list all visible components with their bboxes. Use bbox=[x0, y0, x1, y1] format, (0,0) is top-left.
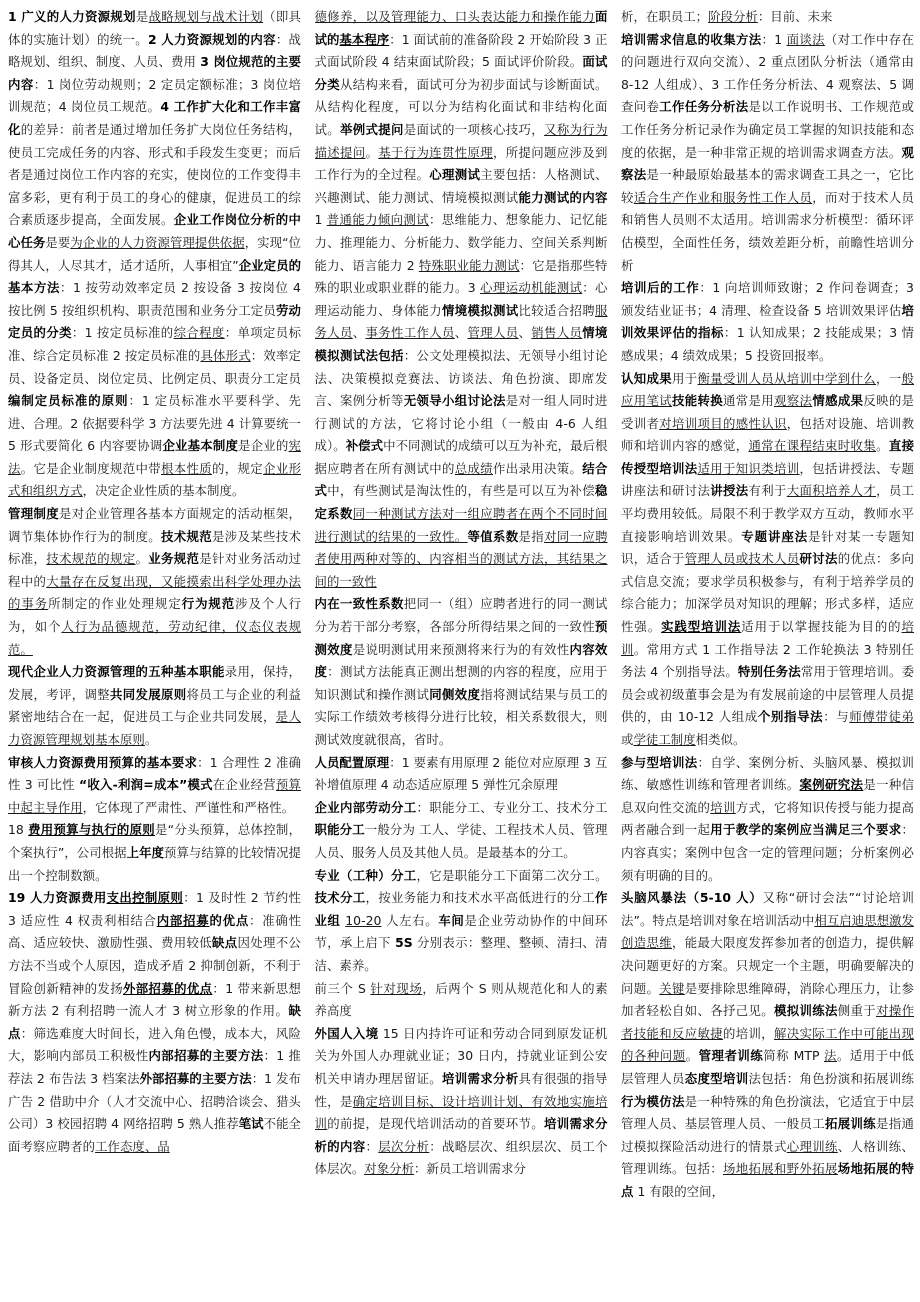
text-run: 简称 MTP bbox=[763, 1048, 824, 1064]
paragraph bbox=[315, 797, 608, 865]
text-run: 是企业劳动协作的中间环节，承上启下 bbox=[314, 912, 608, 951]
key-term: 观察法 bbox=[621, 144, 914, 183]
underlined-phrase: 场地拓展和野外拓展 bbox=[723, 1161, 838, 1177]
text-run: ，一 bbox=[876, 370, 902, 386]
underlined-phrase: 总成绩 bbox=[454, 460, 494, 476]
text-run: ：筛选难度大时间长，进入角色慢，成本大，风险大，影响内部员工积极性 bbox=[8, 1025, 301, 1064]
text-run: 用于 bbox=[672, 370, 698, 386]
key-term: 缺点 bbox=[8, 1003, 301, 1041]
text-run: （即具体的实施计划）的统一。 bbox=[8, 9, 301, 47]
text-column-1 bbox=[8, 6, 301, 1302]
text-run: 、 bbox=[352, 325, 366, 341]
underlined-phrase: 对象分析 bbox=[364, 1161, 415, 1177]
text-run: ，它是职能分工下面第二次分工。 bbox=[416, 867, 608, 883]
text-run: ：测试方法能真正测出想测的内容的程度，应用于知识测试和操作测试 bbox=[314, 664, 608, 702]
paragraph bbox=[621, 277, 914, 367]
underlined-phrase: 人行为品德规范，劳动纪律，仪态仪表规范。 bbox=[8, 619, 301, 657]
text-run: 录用，保持，发展，考评，调整 bbox=[8, 664, 301, 702]
key-term: 专题讲座法 bbox=[741, 528, 809, 544]
paragraph bbox=[8, 503, 301, 661]
key-term: 内容效度 bbox=[314, 641, 608, 680]
text-run: 。 bbox=[876, 438, 889, 454]
key-term: 个别指导法 bbox=[757, 709, 824, 725]
text-run: ：战略层次、组织层次、员工个体层次。 bbox=[314, 1138, 608, 1177]
paragraph bbox=[315, 1023, 608, 1181]
text-run: ，实现“位得其人，人尽其才，适才适所，人事相宜” bbox=[8, 234, 301, 273]
paragraph bbox=[8, 6, 301, 503]
text-run: ，后两个 S 则从规范化和人的素养高度 bbox=[314, 980, 608, 1019]
key-term: 笔试 bbox=[238, 1116, 264, 1132]
key-term: 基本程序 bbox=[339, 31, 390, 47]
underlined-phrase: 大量存在反复出现，又能摸索出科学处理办法的事务 bbox=[8, 573, 301, 612]
text-run: 比较适合招聘 bbox=[518, 302, 596, 318]
key-term: 19 人力资源费用 bbox=[8, 890, 107, 906]
key-term: 管理制度 bbox=[8, 506, 60, 522]
text-run: ，所提问题应涉及到工作行为的全过程。 bbox=[314, 144, 608, 183]
text-column-2 bbox=[315, 6, 608, 1302]
underlined-phrase: 般应用笔试 bbox=[621, 370, 914, 409]
key-term: 专业（工种）分工 bbox=[314, 867, 417, 883]
text-run: 。它是企业制度规范中带 bbox=[20, 460, 162, 476]
key-term: 企业基本制度 bbox=[162, 438, 239, 454]
text-run: 。 bbox=[144, 732, 158, 747]
paragraph bbox=[8, 752, 301, 820]
underlined-phrase: 工作态度、品 bbox=[95, 1138, 170, 1154]
text-run: 的，规定 bbox=[212, 460, 264, 476]
underlined-phrase: 管理人员或技术人员 bbox=[684, 551, 800, 567]
underlined-phrase: 综合程度 bbox=[173, 325, 225, 341]
key-term: 4 工作扩大化和工作丰富化 bbox=[8, 99, 301, 137]
key-term: 培训需求分析的内容 bbox=[314, 1116, 608, 1154]
key-term: 编制定员标准的原则 bbox=[8, 393, 129, 409]
text-run: ：1 发布广告 2 借助中介（人才交流中心、招聘洽谈会、猎头公司）3 校园招聘 4 网络招聘 5 熟人推荐 bbox=[8, 1070, 301, 1132]
underlined-phrase: 大面积培养人才 bbox=[786, 483, 877, 499]
key-term: 人员配置原理 bbox=[314, 754, 390, 770]
text-run: ：新员工培训需求分 bbox=[414, 1161, 526, 1177]
key-term: 费用预算与执行的原则 bbox=[28, 822, 155, 838]
paragraph bbox=[621, 752, 914, 888]
key-term: 内部招募 bbox=[156, 912, 210, 928]
underlined-phrase: 心理训练 bbox=[786, 1138, 838, 1154]
text-run: 是要排除思维障碍，消除心理压力，让参加者轻松自如、各抒己见。 bbox=[621, 980, 914, 1019]
text-run: ：准确性高、适应较快、激励性强、费用较低 bbox=[8, 912, 301, 951]
key-term: 技术分工 bbox=[314, 890, 366, 906]
key-term: 劳动定员的分类 bbox=[8, 302, 301, 341]
underlined-phrase: 对操作者技能和反应敏捷 bbox=[621, 1003, 914, 1041]
key-term: 头脑风暴法（5-10 人） bbox=[621, 890, 763, 906]
text-run: 方式，它将知识传授与能力提高两者融合到一起 bbox=[621, 799, 914, 838]
text-run: ：1 按定员标准的 bbox=[71, 325, 174, 341]
underlined-phrase: 面谈法 bbox=[786, 31, 825, 47]
text-run: 有利于 bbox=[748, 483, 787, 499]
text-run: ：1 面试前的准备阶段 2 开始阶段 3 正式面试阶段 4 结束面试阶段；5 面试评价阶段。 bbox=[314, 31, 608, 70]
paragraph bbox=[8, 661, 301, 751]
text-run: ： bbox=[365, 1138, 379, 1154]
key-term: 情感成果 bbox=[812, 393, 864, 409]
text-run: ：战略规划、组织、制度、人员、费用 bbox=[8, 31, 301, 70]
text-run: 是说明测试用来预测将来行为的有效性 bbox=[352, 641, 570, 657]
key-term: 预测效度 bbox=[314, 619, 608, 657]
text-run: 是一种最原始最基本的需求调查工具之一，它比较 bbox=[621, 167, 914, 205]
key-term: 3 岗位规范的主要内容 bbox=[8, 54, 301, 92]
key-term: 企业定员的基本方法 bbox=[8, 257, 301, 296]
text-run: ，员工平均费用较低。局限不利于教学双方互动，教师水平直接影响培训效果。 bbox=[621, 483, 914, 544]
text-run: 是“分头预算，总体控制，个案执行”，公司根据 bbox=[8, 822, 301, 860]
text-run: ：1 向培训师致谢；2 作问卷调查；3 颁发结业证书；4 清理、检查设备 5 培训效果评估 bbox=[621, 280, 914, 318]
key-term: 5S bbox=[395, 935, 413, 951]
key-term: 认知成果 bbox=[621, 370, 673, 386]
paragraph bbox=[621, 368, 914, 752]
text-run: 涉及个人行为，如个 bbox=[8, 596, 301, 635]
text-run: ，它体现了严肃性、严谨性和严格性。 bbox=[82, 799, 295, 815]
key-term: 外部招募的主要方法 bbox=[139, 1070, 252, 1086]
text-run: 指将测试结果与员工的实际工作绩效考核得分进行比较，相关系数很大，则测试效度就很高，省时。 bbox=[314, 686, 608, 747]
underlined-phrase: 解决实际工作中可能出现的各种问题 bbox=[621, 1025, 914, 1064]
key-term: 特别任务法 bbox=[737, 664, 801, 680]
text-run: 是指通过模拟探险活动进行的情景式 bbox=[621, 1116, 914, 1154]
text-run: 侧重于 bbox=[837, 1003, 877, 1019]
text-run: ，包括讲授法、专题讲座法和研讨法 bbox=[621, 460, 914, 499]
text-run: 的优点：多向式信息交流；要求学员积极参与，有利于培养学员的综合能力；加深学员对知识的理解；形式多样，适应性强。 bbox=[621, 551, 914, 635]
underlined-phrase: 对同一应聘者使用两种对等的、内容相当的测试方法，其结果之间的一致性 bbox=[314, 528, 608, 589]
key-term: 技能转换 bbox=[672, 393, 724, 409]
text-run: 相类似。 bbox=[695, 732, 746, 747]
text-run: 将员工与企业的利益紧密地结合在一起，促进员工与企业共同发展， bbox=[8, 686, 301, 725]
text-run: ：公文处理模拟法、无领导小组讨论法、决策模拟竞赛法、访谈法、角色扮演、即席发言、案例分析等 bbox=[314, 347, 608, 409]
text-run: 法包括：角色扮演和拓展训练 bbox=[748, 1070, 914, 1086]
text-run: 在企业经营 bbox=[212, 777, 276, 793]
underlined-phrase: 为企业的人力资源管理提供依据 bbox=[70, 234, 245, 250]
text-run: 是对企业管理各基本方面规定的活动框架，调节集体协作行为的制度。 bbox=[8, 506, 301, 544]
key-term: 培训效果评估的指标 bbox=[621, 302, 914, 341]
text-run: 分别表示：整理、整顿、清扫、清洁、素养。 bbox=[314, 935, 608, 973]
key-term: 讲授法 bbox=[710, 483, 749, 499]
text-run: ：心理运动能力、身体能力 bbox=[314, 280, 608, 318]
text-run: ：内容真实；案例中包含一定的管理问题；分析案例必须有明确的目的。 bbox=[621, 822, 914, 883]
key-term: 上年度 bbox=[126, 844, 164, 860]
text-run: 是对一组人同时进行测试的方法，它将讨论小组（一般由 4-6 人组成）。 bbox=[314, 393, 608, 454]
text-run: 反映的是受训者 bbox=[621, 393, 914, 431]
text-run: 的差异：前者是通过增加任务扩大岗位任务结构，使员工完成任务的内容、形式和手段发生变更；而后者是通过岗位工作内容的充实，使岗位的工作变得丰富多彩，更有利于员工的身心的健康，促进员工的综合素质逐步提高，全面发展。 bbox=[8, 121, 301, 228]
text-column-3 bbox=[621, 6, 914, 1302]
text-run: 前三个 S bbox=[314, 980, 371, 996]
text-run: 中，有些测试是淘汰性的，有些是可以互为补偿 bbox=[327, 483, 596, 499]
underlined-phrase: 心理运动机能测试 bbox=[480, 280, 583, 296]
underlined-phrase: 管理人员 bbox=[467, 325, 519, 341]
text-run: ，能最大限度发挥参加者的创造力，提供解决问题更好的方案。只规定一个主题，明确要解决的问题。 bbox=[621, 935, 914, 996]
key-term: 现代企业人力资源管理的五种基本职能 bbox=[8, 664, 225, 680]
text-run: 。 bbox=[135, 551, 149, 567]
text-run: 、人格训练、管理训练。包括： bbox=[621, 1138, 914, 1177]
key-term: 案例研究法 bbox=[799, 777, 864, 793]
key-term: 拓展训练 bbox=[825, 1116, 877, 1132]
text-run: 。常用方式 1 工作指导法 2 工作轮换法 3 特别任务法 4 个别指导法。 bbox=[621, 641, 914, 680]
underlined-phrase: 培训 bbox=[710, 799, 736, 815]
underlined-phrase: 相互启迪思想激发创造思维 bbox=[621, 912, 914, 951]
key-term: 工作任务分析法 bbox=[659, 99, 749, 115]
key-term: 的优点 bbox=[209, 912, 250, 928]
text-run: 1 有限的空间， bbox=[633, 1183, 725, 1199]
text-run: ：1 带来新思想新方法 2 有利招聘一流人才 3 树立形象的作用。 bbox=[8, 980, 301, 1019]
text-run: ：效率定员、设备定员、岗位定员、比例定员、职责分工定员 bbox=[8, 347, 301, 386]
key-term: 补偿式 bbox=[345, 438, 384, 454]
underlined-phrase: 关键 bbox=[659, 980, 685, 996]
key-term: 培训需求信息的收集方法 bbox=[621, 31, 762, 47]
paragraph bbox=[8, 819, 301, 887]
underlined-phrase: 层次分析 bbox=[378, 1138, 430, 1154]
key-term: 审核人力资源费用预算的基本要求 bbox=[8, 754, 198, 770]
text-run: 。 bbox=[365, 144, 379, 160]
text-run: （对工作中存在的问题进行双向交流）、2 重点团队分析法（通常由 8-12 人组成）、3 工作任务分析法、4 观察法、5 调查问卷 bbox=[621, 31, 914, 115]
key-term: 职能分工 bbox=[314, 822, 365, 838]
key-term: 稳定系数 bbox=[314, 483, 608, 522]
text-run: 是企业的 bbox=[238, 438, 289, 454]
text-run: ：1 岗位劳动规则；2 定员定额标准；3 岗位培训规范；4 岗位员工规范。 bbox=[8, 76, 301, 115]
text-run: ：1 合理性 2 准确性 3 可比性 bbox=[8, 754, 301, 793]
key-term: 1 广义的人力资源规划 bbox=[8, 9, 136, 24]
key-term: 支出控制原则 bbox=[106, 890, 184, 906]
text-run: ：1 按劳动效率定员 2 按设备 3 按岗位 4 按比例 5 按组织机构、职责范围和业务分工定员 bbox=[8, 280, 301, 318]
paragraph bbox=[621, 29, 914, 278]
key-term: 场地拓展的特点 bbox=[621, 1161, 914, 1199]
key-term: 结合式 bbox=[314, 460, 608, 499]
text-run: 是面试的一项核心技巧， bbox=[403, 121, 545, 137]
underlined-phrase: 是人力资源管理规划基本原则 bbox=[8, 709, 301, 747]
text-run: 因处理不公方法不当或个人原因，造成矛盾 2 抑制创新，不利于冒险创新精神的发扬 bbox=[8, 935, 301, 996]
underlined-phrase: 学徒工制度 bbox=[633, 732, 696, 747]
text-run: ：思维能力、想象能力、记忆能力、推理能力、分析能力、数学能力、空间关系判断能力、语言能力 2 bbox=[314, 212, 608, 273]
text-run: 是 bbox=[135, 9, 149, 24]
key-term: 情境模拟测试 bbox=[442, 302, 519, 318]
underlined-phrase: 根本性质 bbox=[161, 460, 213, 476]
text-run: ：职能分工、专业分工、技术分工 bbox=[416, 799, 608, 815]
text-run: 是要 bbox=[45, 234, 71, 250]
underlined-phrase: 观察法 bbox=[774, 393, 813, 409]
underlined-phrase: 事务性工作人员 bbox=[365, 325, 455, 341]
underlined-phrase: 确定培训目标、设计培训计划、有效地实施培训 bbox=[314, 1093, 608, 1132]
text-run: 15 日内持许可证和劳动合同到原发证机关为外国人办理就业证；30 日内，持就业证到公安机关申请办理居留证。 bbox=[314, 1025, 608, 1086]
text-run: 适用于以掌握技能为目的的 bbox=[741, 619, 902, 635]
underlined-phrase: 企业形式和组织方式 bbox=[8, 460, 301, 499]
text-run: 所制定的作业处理规定 bbox=[48, 596, 182, 612]
paragraph bbox=[315, 752, 608, 797]
text-run: 的培训， bbox=[723, 1025, 775, 1041]
text-run: 、 bbox=[518, 325, 532, 341]
text-run: 。适用于中低层管理人员 bbox=[621, 1048, 914, 1086]
underlined-phrase: 普通能力倾向测试 bbox=[326, 212, 429, 228]
text-run: 不能全面考察应聘者的 bbox=[8, 1116, 301, 1154]
text-run: ：1 及时性 2 节约性 3 适应性 4 权责利相结合 bbox=[8, 890, 301, 928]
underlined-phrase: 对培训项目的感性认识 bbox=[659, 415, 787, 431]
paragraph bbox=[621, 887, 914, 1203]
text-run: ：它是指那些特殊的职业或职业群的能力。3 bbox=[314, 257, 608, 296]
text-run: 或 bbox=[621, 732, 634, 747]
key-term: 企业内部劳动分工 bbox=[314, 799, 417, 815]
underlined-phrase: 针对现场 bbox=[370, 980, 423, 996]
text-run: 又称“研讨会法”“讨论培训法”。特点是培训对象在培训活动中 bbox=[621, 890, 914, 928]
underlined-phrase: 法 bbox=[823, 1048, 837, 1064]
underlined-phrase: 德修养，以及管理能力、口头表达能力和操作能力 bbox=[314, 9, 596, 24]
key-term: 培训需求分析 bbox=[442, 1070, 519, 1086]
underlined-phrase: 通常在课程结束时收集 bbox=[748, 438, 877, 454]
text-run: 是一种特殊的角色扮演法，它适宜于中层管理人员、基层管理人员、一般员工 bbox=[621, 1093, 914, 1132]
text-run: ：1 bbox=[761, 31, 787, 47]
text-run: 常用于管理培训。委员会或初级董事会是为有发展前途的中层管理人员提供的，由 10-12 人组成 bbox=[621, 664, 914, 725]
underlined-phrase: 10-20 bbox=[345, 912, 382, 928]
text-run: 是针对业务活动过程中的 bbox=[8, 551, 301, 589]
paragraph bbox=[8, 887, 301, 1158]
underlined-phrase: 衡量受训人员从培训中学到什么 bbox=[697, 370, 877, 386]
text-run: ：1 认知成果；2 技能成果；3 情感成果；4 绩效成果；5 投资回报率。 bbox=[621, 325, 914, 363]
key-term: 面试的 bbox=[314, 9, 608, 47]
underlined-phrase: 服务人员 bbox=[314, 302, 608, 341]
key-term: 能力测试的内容 bbox=[518, 189, 608, 205]
underlined-phrase: 销售人员 bbox=[531, 325, 583, 341]
underlined-phrase: 阶段分析 bbox=[708, 9, 758, 24]
key-term: 参与型培训法 bbox=[621, 754, 698, 770]
text-run: ，而对于技术人员和销售人员则不太适用。培训需求分析模型：循环评估模型，全面性任务，绩效差距分析，前瞻性培训分析 bbox=[621, 189, 914, 273]
text-run: 的前提，是现代培训活动的首要环节。 bbox=[327, 1116, 545, 1132]
key-term: 内在一致性系数 bbox=[314, 596, 404, 612]
underlined-phrase: 战略规划与战术计划 bbox=[148, 9, 264, 24]
text-run: ，决定企业性质的基本制度。 bbox=[82, 483, 245, 499]
key-term: 外部招募的优点 bbox=[122, 980, 213, 996]
underlined-phrase: 适合生产作业和服务性工作人员 bbox=[633, 189, 813, 205]
text-run: ：与 bbox=[823, 709, 850, 725]
key-term: 面试分类 bbox=[314, 54, 608, 92]
key-term: “收入-利润=成本”模式 bbox=[78, 777, 213, 793]
key-term: 举例式提问 bbox=[340, 121, 404, 137]
text-run: 预算与结算的比较情况提出一个控制数额。 bbox=[8, 844, 301, 883]
text-run: 一般分为 工人、学徒、工程技术人员、管理人员、服务人员及其他人员。是最基本的分工。 bbox=[314, 822, 608, 860]
key-term: 等值系数 bbox=[467, 528, 519, 544]
key-term: 缺点 bbox=[212, 935, 238, 951]
key-term: 直接传授型培训法 bbox=[621, 438, 914, 476]
text-run: 是以工作说明书、工作规范或工作任务分析记录作为确定员工掌握的知识技能和态度的依据，是一种非常正规的培训需求调查方法。 bbox=[621, 99, 914, 160]
underlined-phrase: 适用于知识类培训 bbox=[697, 460, 800, 476]
text-run: ：1 定员标准水平要科学、先进、合理。2 依据要科学 3 方法要先进 4 计算要统一 5 形式要简化 6 内容要协调 bbox=[8, 393, 301, 454]
key-term: 同侧效度 bbox=[429, 686, 481, 702]
paragraph bbox=[315, 593, 608, 751]
text-run: 人左右。 bbox=[381, 912, 439, 928]
underlined-phrase: 师傅带徒弟 bbox=[849, 709, 914, 725]
underlined-phrase: 预算中起主导作用 bbox=[8, 777, 301, 815]
text-run: 通常是用 bbox=[723, 393, 775, 409]
text-run: 析，在职员工； bbox=[621, 9, 709, 24]
text-run: ：自学、案例分析、头脑风暴、模拟训练、敏感性训练和管理者训练。 bbox=[621, 754, 914, 793]
underlined-phrase: 具体形式 bbox=[200, 347, 251, 363]
key-term: 心理测试 bbox=[429, 167, 481, 183]
underlined-phrase: 同一种测试方法对一组应聘者在两个不同时间进行测试的结果的一致性。 bbox=[314, 506, 608, 544]
paragraph bbox=[315, 6, 608, 593]
text-run: ：1 推荐法 2 布告法 3 档案法 bbox=[8, 1048, 301, 1086]
text-run: ，包括对设施、培训教师和培训内容的感觉， bbox=[621, 415, 914, 454]
key-term: 管理者训练 bbox=[698, 1048, 764, 1064]
text-run: 1 bbox=[314, 212, 327, 228]
text-run: 主要包括：人格测试、兴趣测试、能力测试、情境模拟测试 bbox=[314, 167, 608, 205]
text-run: 是指 bbox=[518, 528, 545, 544]
paragraph bbox=[621, 6, 914, 29]
underlined-phrase: 宪法 bbox=[8, 438, 301, 476]
underlined-phrase: 培训 bbox=[621, 619, 914, 657]
key-term: 车间 bbox=[438, 912, 465, 928]
key-term: 培训后的工作 bbox=[621, 280, 700, 296]
text-run: ，按业务能力和技术水平高低进行的分工 bbox=[365, 890, 596, 906]
key-term: 用于教学的案例应当满足三个要求 bbox=[710, 822, 902, 838]
key-term: 实践型培训法 bbox=[661, 619, 742, 635]
key-term: 作业组 bbox=[314, 890, 608, 928]
text-run: ：1 要素有用原理 2 能位对应原理 3 互补增值原理 4 动态适应原理 5 弹性冗余原理 bbox=[314, 754, 608, 793]
key-term: 企业工作岗位分析的中心任务 bbox=[8, 212, 301, 250]
key-term: 共同发展原则 bbox=[110, 686, 187, 702]
underlined-phrase: 技术规范的规定 bbox=[46, 551, 136, 567]
underlined-phrase: 特殊职业能力测试 bbox=[418, 257, 520, 273]
key-term: 内部招募的主要方法 bbox=[148, 1048, 264, 1064]
paragraph bbox=[315, 865, 608, 978]
text-run: 从结构来看，面试可分为初步面试与诊断面试。从结构化程度，可以分为结构化面试和非结构化面试。 bbox=[314, 76, 608, 137]
text-run: ：目前、未来 bbox=[757, 9, 833, 24]
key-term: 行为模仿法 bbox=[621, 1093, 685, 1109]
key-term: 无领导小组讨论法 bbox=[403, 393, 506, 409]
key-term: 业务规范 bbox=[148, 551, 200, 567]
text-run: 把同一（组）应聘者进行的同一测试分为若干部分考察，各部分所得结果之间的一致性 bbox=[314, 596, 608, 635]
key-term: 外国人入境 bbox=[314, 1025, 379, 1041]
key-term: 情境模拟测试法包括 bbox=[314, 325, 608, 363]
key-term: 2 人力资源规划的内容 bbox=[147, 31, 276, 47]
key-term: 态度型培训 bbox=[684, 1070, 749, 1086]
paragraph bbox=[315, 978, 608, 1023]
key-term: 技术规范 bbox=[161, 528, 213, 544]
text-run: 中不同测试的成绩可以互为补充，最后根据应聘者在所有测试中的 bbox=[314, 438, 608, 476]
text-run: ：单项定员标准、综合定员标准 2 按定员标准的 bbox=[8, 325, 301, 363]
key-term: 行为规范 bbox=[181, 596, 236, 612]
text-run: 是针对某一专题知识，适合于 bbox=[621, 528, 914, 567]
underlined-phrase: 基于行为连贯性原理 bbox=[378, 144, 494, 160]
text-run: 。 bbox=[685, 1048, 699, 1064]
text-run: 具有很强的指导性，是 bbox=[314, 1070, 608, 1109]
text-run: 是涉及某些技术标准， bbox=[8, 528, 301, 567]
text-run: 是一种信息双向性交流的 bbox=[621, 777, 914, 815]
key-term: 研讨法 bbox=[799, 551, 838, 567]
text-run: 作出录用决策。 bbox=[493, 460, 583, 476]
text-run: 18 bbox=[8, 822, 29, 838]
text-run: 、 bbox=[454, 325, 468, 341]
underlined-phrase: 又称为行为描述提问 bbox=[314, 121, 608, 160]
key-term: 模拟训练法 bbox=[774, 1003, 838, 1019]
